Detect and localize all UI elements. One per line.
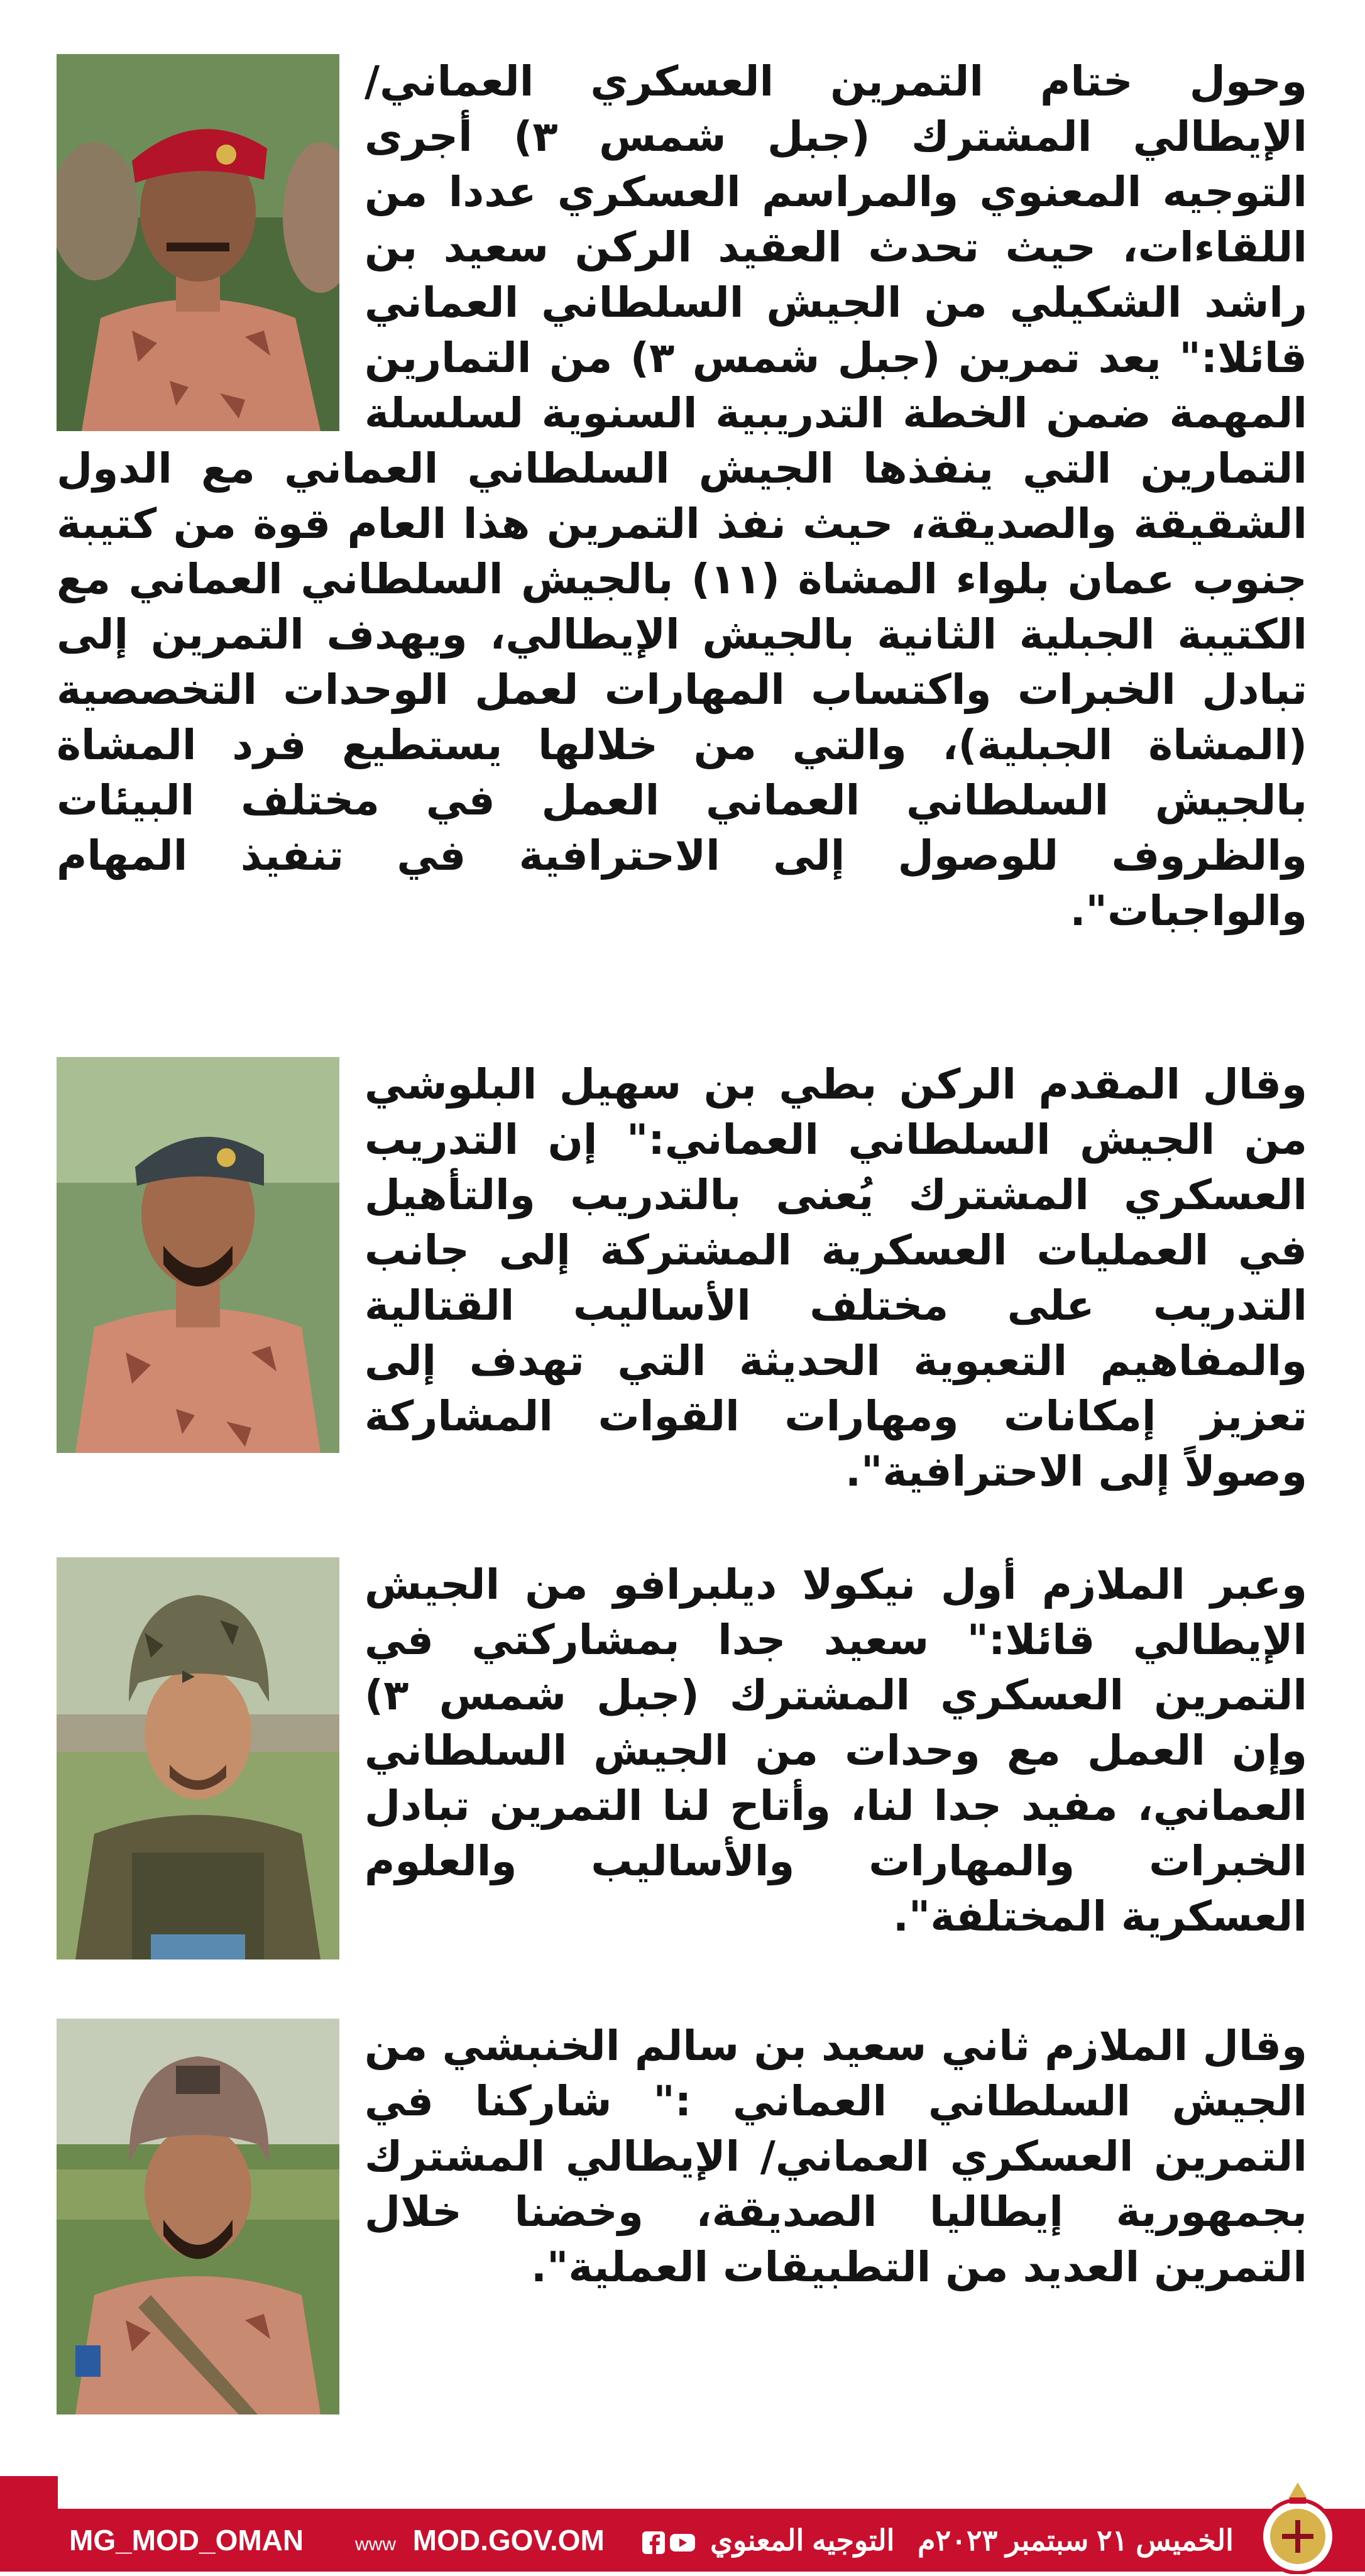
facebook-youtube-icon (641, 2529, 696, 2557)
website-text: MOD.GOV.OM (412, 2524, 605, 2557)
ministry-emblem-icon (1244, 2476, 1351, 2574)
www-label: www (355, 2534, 396, 2555)
department-name (710, 2509, 894, 2572)
footer (0, 2476, 1365, 2574)
paragraph-2: وقال المقدم الركن بطي بن سهيل البلوشي من الجيش السلطاني العماني:" إن التدريب العسكري المشترك يُعنى بالتدريب والتأهيل في العمليات العسكرية المشتركة إلى جانب التدريب على مختلف الأساليب القتالية والمفاهيم التعبوية الحديثة التي تهدف إلى تعزيز إمكانات ومهارات القوات المشاركة وصولاً إلى الاحترافية". (365, 1060, 1307, 1496)
article-section-3 (57, 1557, 1307, 1966)
photo-officer-red-beret (57, 54, 339, 431)
date-text: الخميس ٢١ سبتمبر ٢٠٢٣م (918, 2524, 1234, 2557)
social-handle-text: MG_MOD_OMAN (69, 2524, 304, 2557)
social-handle (69, 2509, 304, 2572)
social-icons (641, 2509, 696, 2572)
paragraph-1: وحول ختام التمرين العسكري العماني/ الإيطالي المشترك (جبل شمس ٣) أجرى التوجيه المعنوي والمراسم العسكري عددا من اللقاءات، حيث تحدث العقيد الركن سعيد بن راشد الشكيلي من الجيش السلطاني العماني قائلا:" يعد تمرين (جبل شمس ٣) من التمارين المهمة ضمن الخطة التدريبية السنوية لسلسلة التمارين التي ينفذها الجيش السلطاني العماني مع الدول الشقيقة والصديقة، حيث نفذ التمرين هذا العام قوة من كتيبة جنوب عمان بلواء المشاة (١١) بالجيش السلطاني العماني مع الكتيبة الجبلية الثانية بالجيش الإيطالي، ويهدف التمرين إلى تبادل الخبرات واكتساب المهارات لعمل الوحدات التخصصية (المشاة الجبلية)، والتي من خلالها يستطيع فرد المشاة بالجيش السلطاني العماني العمل في مختلف البيئات والظروف للوصول إلى الاحترافية في تنفيذ المهام والواجبات". (57, 57, 1307, 935)
website-link[interactable] (355, 2509, 605, 2572)
paragraph-3: وعبر الملازم أول نيكولا ديلبرافو من الجيش الإيطالي قائلا:" سعيد جدا بمشاركتي في التمرين العسكري المشترك (جبل شمس ٣) وإن العمل مع وحدات من الجيش السلطاني العماني، مفيد جدا لنا، وأتاح لنا التمرين تبادل الخبرات والمهارات والأساليب والعلوم العسكرية المختلفة". (365, 1560, 1307, 1941)
photo-soldier-tan-helmet (57, 2019, 339, 2414)
portrait-image (57, 54, 339, 431)
department-text: التوجيه المعنوي (710, 2524, 895, 2557)
article-section-2 (57, 1057, 1307, 1499)
portrait-image (57, 1057, 339, 1453)
portrait-image (57, 2019, 339, 2414)
article-section-4 (57, 2019, 1307, 2421)
article-section-1 (57, 54, 1307, 939)
portrait-image (57, 1557, 339, 1959)
photo-officer-dark-beret (57, 1057, 339, 1453)
paragraph-4: وقال الملازم ثاني سعيد بن سالم الخنبشي من الجيش السلطاني العماني :" شاركنا في التمرين العسكري العماني/ الإيطالي المشترك بجمهورية إيطاليا الصديقة، وخضنا خلال التمرين العديد من التطبيقات العملية". (365, 2022, 1307, 2291)
photo-soldier-camo-helmet (57, 1557, 339, 1959)
publish-date (918, 2509, 1234, 2572)
